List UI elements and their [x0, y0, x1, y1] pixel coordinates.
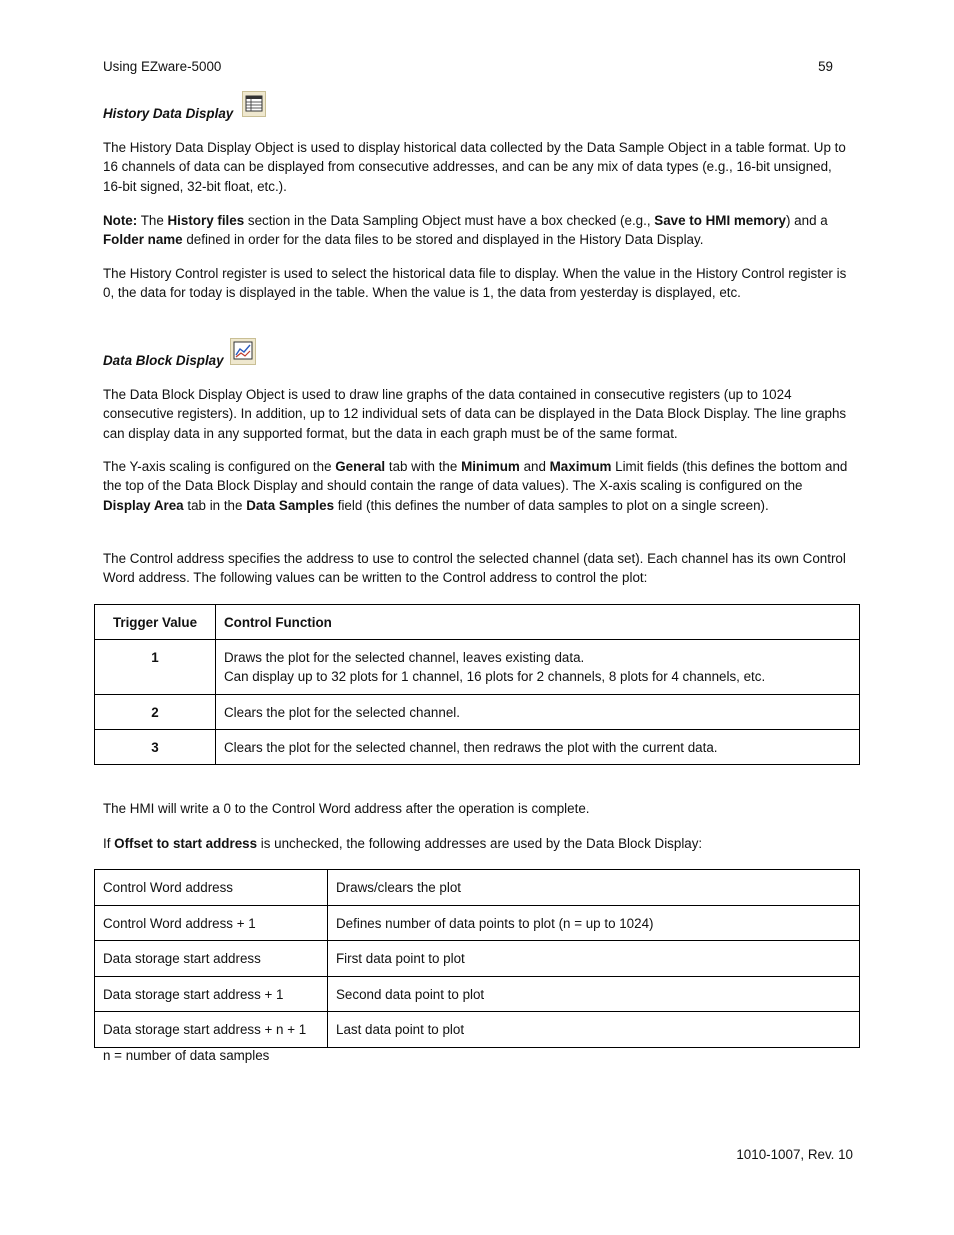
- control-function-table: [94, 604, 860, 765]
- trigger-value-cell: 2: [95, 695, 216, 730]
- note-text-4: defined in order for the data files to be stored and displayed in the History Data Display.: [182, 232, 704, 248]
- note-bold-folder-name: Folder name: [103, 232, 183, 248]
- scaling-bold-maximum: Maximum: [549, 459, 612, 474]
- trigger-value-cell: 1: [95, 640, 216, 695]
- offset-text-1: If: [103, 836, 115, 851]
- scaling-text-4: Limit fields (this defines the bottom and the top of the Data Block Display and should contain the range of data values). The X-axis scaling is configured on the: [103, 459, 848, 494]
- table-row: [95, 976, 860, 1012]
- control-function-line: Can display up to 32 plots for 1 channel, 16 plots for 2 channels, 8 plots for 4 channels, etc.: [224, 669, 766, 685]
- table-row: [95, 905, 860, 941]
- description-cell: First data point to plot: [328, 941, 860, 977]
- table-header-row: [95, 605, 860, 640]
- datablock-section-title: Data Block Display: [103, 353, 224, 368]
- page-footer: 1010-1007, Rev. 10: [736, 1147, 853, 1162]
- address-cell: Control Word address: [95, 870, 328, 906]
- scaling-bold-general: General: [335, 459, 386, 474]
- offset-text-2: is unchecked, the following addresses are used by the Data Block Display:: [257, 836, 703, 851]
- history-note-paragraph: [103, 211, 853, 250]
- trigger-value-cell: 3: [95, 730, 216, 765]
- table-row: [95, 941, 860, 977]
- note-label: Note:: [103, 213, 138, 228]
- control-function-line: Draws the plot for the selected channel, leaves existing data.: [224, 650, 585, 665]
- scaling-text-6: field (this defines the number of data samples to plot on a single screen).: [334, 497, 769, 513]
- offset-bold-label: Offset to start address: [114, 836, 258, 851]
- footnote: n = number of data samples: [103, 1048, 270, 1063]
- datablock-control-paragraph: The Control address specifies the address to use to control the selected channel (data set). Each channel has its own Control Word address. The following values can be written to the Control address to control the plot:: [103, 551, 846, 586]
- table-row: [95, 730, 860, 765]
- line-graph-icon: [230, 338, 256, 365]
- scaling-text-1: The Y-axis scaling is configured on the: [103, 459, 336, 474]
- address-cell: Data storage start address: [95, 941, 328, 977]
- control-function-cell: Clears the plot for the selected channel.: [216, 695, 860, 730]
- description-cell: Draws/clears the plot: [328, 870, 860, 906]
- datablock-scaling-paragraph: [103, 457, 853, 515]
- control-function-cell: Clears the plot for the selected channel, then redraws the plot with the current data.: [216, 730, 860, 765]
- header-title: Using EZware-5000: [103, 59, 222, 74]
- table-icon: [242, 91, 266, 117]
- scaling-text-3: and: [519, 459, 550, 474]
- history-section-title: History Data Display: [103, 106, 234, 121]
- history-intro-paragraph: The History Data Display Object is used to display historical data collected by the Data Sample Object in a table format. Up to 16 channels of data can be displayed from consecutive addresses, and can be any mix of data types (e.g., 16-bit unsigned, 16-bit signed, 32-bit float, etc.).: [103, 140, 846, 194]
- description-cell: Defines number of data points to plot (n = up to 1024): [328, 905, 860, 941]
- table-row: [95, 870, 860, 906]
- address-cell: Data storage start address + 1: [95, 976, 328, 1012]
- description-cell: Last data point to plot: [328, 1012, 860, 1048]
- hmi-write-paragraph: The HMI will write a 0 to the Control Word address after the operation is complete.: [103, 801, 590, 816]
- address-cell: Data storage start address + n + 1: [95, 1012, 328, 1048]
- note-text-3: ) and a: [786, 213, 828, 228]
- header-trigger-value: Trigger Value: [95, 605, 216, 640]
- table-row: [95, 695, 860, 730]
- address-cell: Control Word address + 1: [95, 905, 328, 941]
- scaling-bold-display-area: Display Area: [103, 497, 184, 513]
- page-number: 59: [818, 59, 833, 74]
- note-text-1: The: [137, 213, 168, 228]
- note-text-2: section in the Data Sampling Object must have a box checked (e.g.,: [244, 213, 655, 228]
- scaling-bold-minimum: Minimum: [461, 459, 520, 474]
- note-bold-history-files: History files: [167, 213, 245, 228]
- scaling-text-2: tab with the: [385, 459, 462, 474]
- history-control-paragraph: The History Control register is used to select the historical data file to display. When the value in the History Control register is 0, the data for today is displayed in the table. When the value is 1, the data from yesterday is displayed, etc.: [103, 266, 847, 301]
- table-row: [95, 640, 860, 695]
- scaling-bold-data-samples: Data Samples: [246, 497, 335, 513]
- scaling-text-5: tab in the: [183, 497, 247, 513]
- note-bold-save-to-hmi: Save to HMI memory: [654, 213, 786, 228]
- control-function-cell: [216, 640, 860, 695]
- datablock-intro-paragraph: The Data Block Display Object is used to draw line graphs of the data contained in consecutive registers (up to 1024 consecutive registers). In addition, up to 12 individual sets of data can be displayed in the Data Block Display. The line graphs can display data in any supported format, but the data in each graph must be of the same format.: [103, 387, 847, 441]
- header-control-function: Control Function: [216, 605, 860, 640]
- offset-paragraph: [103, 834, 853, 853]
- table-row: [95, 1012, 860, 1048]
- description-cell: Second data point to plot: [328, 976, 860, 1012]
- address-table: [94, 869, 860, 1048]
